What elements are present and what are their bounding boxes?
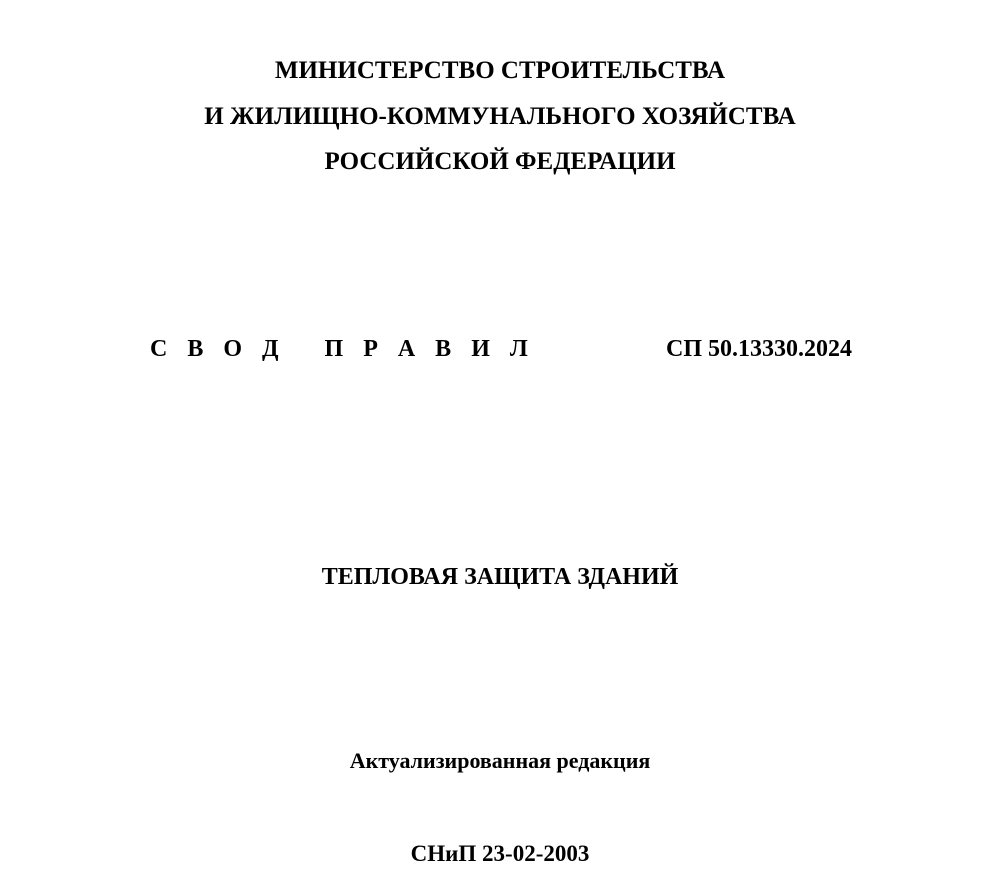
ministry-line-1: МИНИСТЕРСТВО СТРОИТЕЛЬСТВА bbox=[274, 57, 726, 84]
superseded-code: СНиП 23-02-2003 bbox=[410, 841, 590, 866]
document-type: С В О Д П Р А В И Л bbox=[150, 336, 535, 362]
document-title: ТЕПЛОВАЯ ЗАЩИТА ЗДАНИЙ bbox=[321, 564, 679, 590]
ministry-line-2: И ЖИЛИЩНО-КОММУНАЛЬНОГО ХОЗЯЙСТВА bbox=[204, 103, 796, 130]
ministry-line-3: РОССИЙСКОЙ ФЕДЕРАЦИИ bbox=[324, 148, 676, 175]
edition-label: Актуализированная редакция bbox=[349, 748, 651, 773]
document-code: СП 50.13330.2024 bbox=[666, 336, 852, 362]
